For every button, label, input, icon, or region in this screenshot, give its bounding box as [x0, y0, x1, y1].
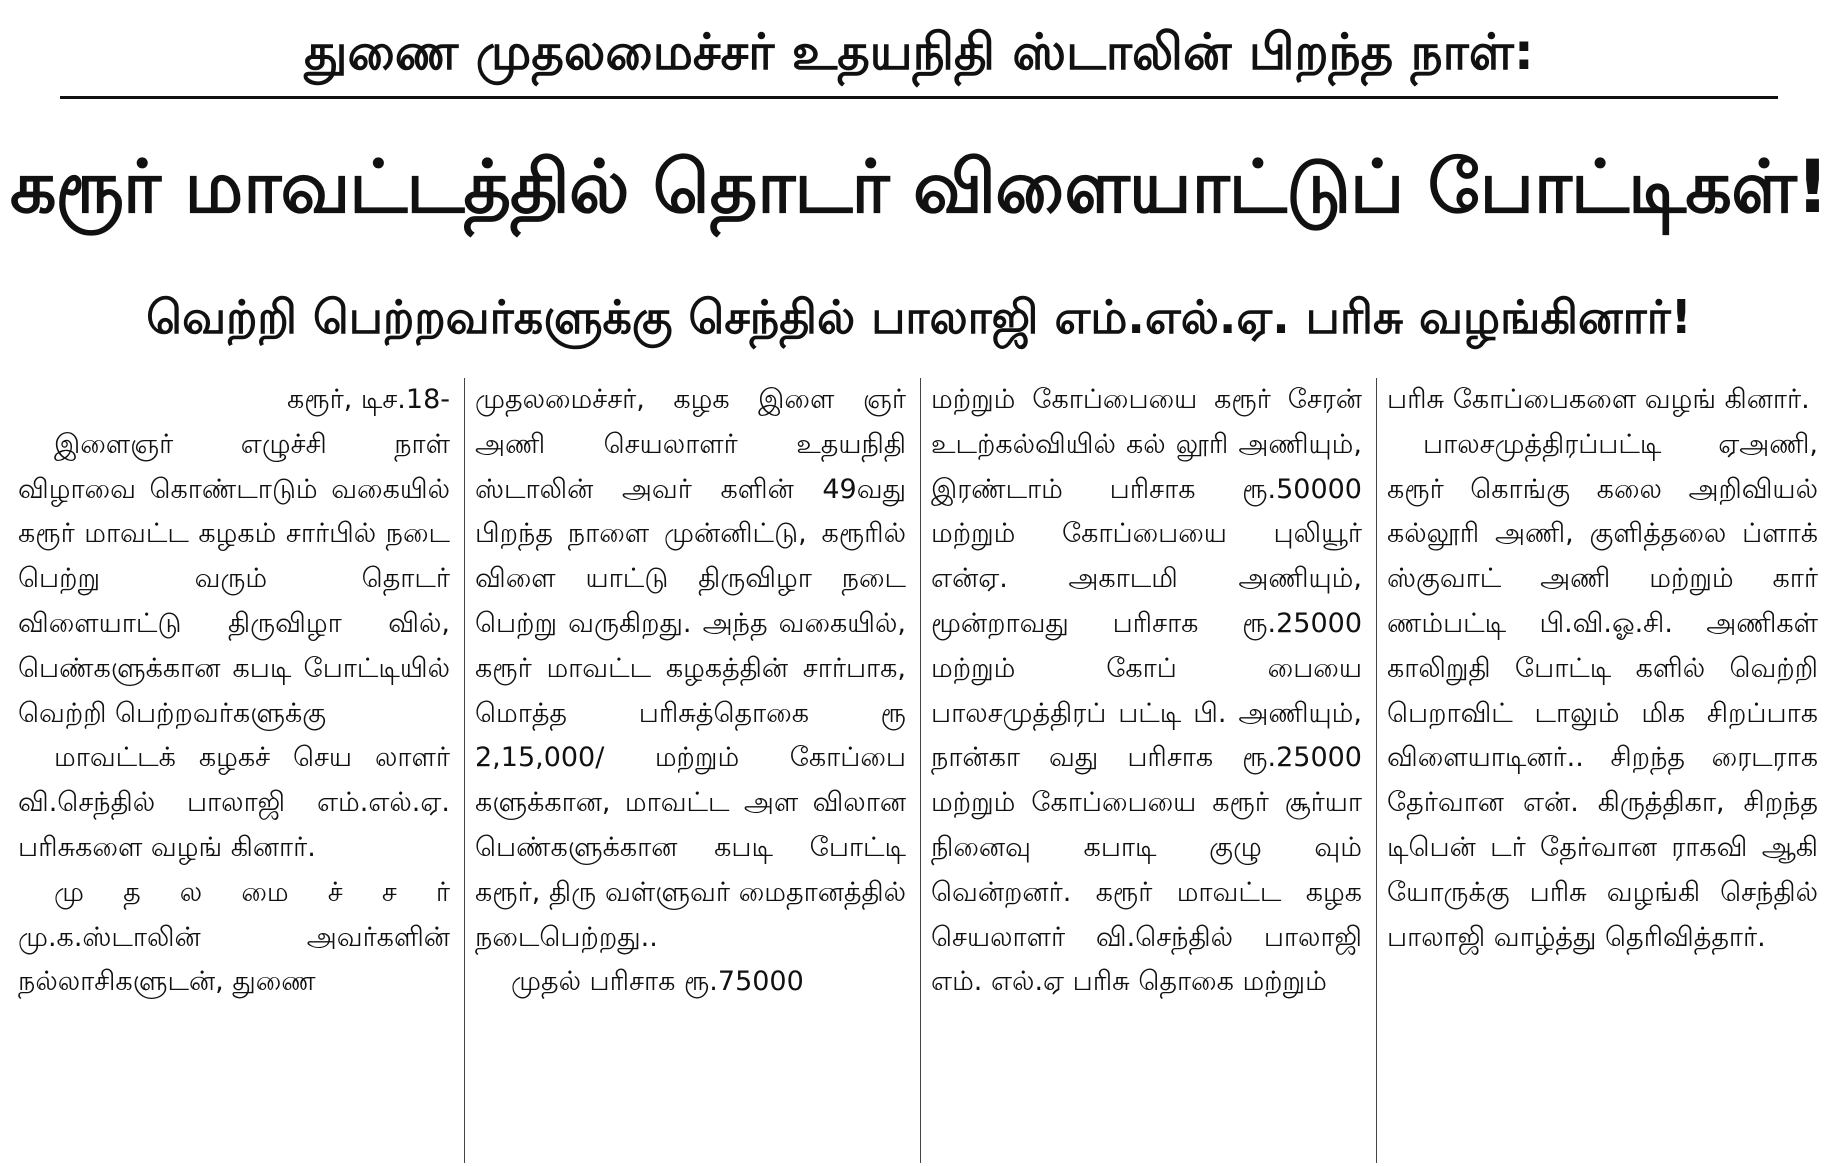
column-4	[1376, 378, 1832, 1163]
kicker-underline	[60, 96, 1778, 99]
kicker-headline: துணை முதலமைச்சர் உதயநிதி ஸ்டாலின் பிறந்த நாள்:	[304, 23, 1534, 81]
paragraph: பரிசு கோப்பைகளை வழங் கினார்.	[1387, 384, 1810, 415]
paragraph: மு த ல மை ச் ச ர் மு.க.ஸ்டாலின் அவர்களின் நல்லாசிகளுடன், துணை	[18, 876, 450, 998]
column-1	[8, 378, 464, 1163]
paragraph: முதல் பரிசாக ரூ.75000	[511, 966, 804, 998]
dateline: கரூர், டிச.18-	[287, 384, 450, 415]
column-2	[464, 378, 920, 1163]
sub-headline: வெற்றி பெற்றவர்களுக்கு செந்தில் பாலாஜி எம்.எல்.ஏ. பரிசு வழங்கினார்!	[146, 290, 1692, 344]
paragraph: மற்றும் கோப்பையை கரூர் சேரன் உடற்கல்வியில் கல் லூரி அணியும், இரண்டாம் பரிசாக ரூ.50000 மற்றும் கோப்பையை புலியூர் என்ஏ. அகாடமி அணியும், மூன்றாவது பரிசாக ரூ.25000 மற்றும் கோப் பையை பாலசமுத்திரப் பட்டி பி. அணியும், நான்கா வது பரிசாக ரூ.25000 மற்றும் கோப்பையை கரூர் சூர்யா நினைவு கபாடி குழு வும் வென்றனர். கரூர் மாவட்ட கழக செயலாளர் வி.செந்தில் பாலாஜி எம். எல்.ஏ பரிசு தொகை மற்றும்	[931, 384, 1362, 998]
paragraph: பாலசமுத்திரப்பட்டி ஏஅணி, கரூர் கொங்கு கலை அறிவியல் கல்லூரி அணி, குளித்தலை ப்ளாக் ஸ்குவாட் அணி மற்றும் கார் ணம்பட்டி பி.வி.ஓ.சி. அணிகள் காலிறுதி போட்டி களில் வெற்றி பெறாவிட் டாலும் மிக சிறப்பாக விளையாடினர்.. சிறந்த ரைடராக தேர்வான என். கிருத்திகா, சிறந்த டிபென் டர் தேர்வான ராகவி ஆகி யோருக்கு பரிசு வழங்கி செந்தில் பாலாஜி வாழ்த்து தெரிவித்தார்.	[1387, 428, 1818, 953]
paragraph: இளைஞர் எழுச்சி நாள் விழாவை கொண்டாடும் வகையில் கரூர் மாவட்ட கழகம் சார்பில் நடை பெற்று வரும் தொடர் விளையாட்டு திருவிழா வில், பெண்களுக்கான கபடி போட்டியில் வெற்றி பெற்றவர்களுக்கு	[18, 428, 450, 729]
paragraph: முதலமைச்சர், கழக இளை ஞர் அணி செயலாளர் உதயநிதி ஸ்டாலின் அவர் களின் 49வது பிறந்த நாளை முன்னிட்டு, கரூரில் விளை யாட்டு திருவிழா நடை பெற்று வருகிறது. அந்த வகையில், கரூர் மாவட்ட கழகத்தின் சார்பாக, மொத்த பரிசுத்தொகை ரூ 2,15,000/ மற்றும் கோப்பை களுக்கான, மாவட்ட அள விலான பெண்களுக்கான கபடி போட்டி கரூர், திரு வள்ளுவர் மைதானத்தில் நடைபெற்றது..	[475, 384, 906, 953]
column-3	[920, 378, 1376, 1163]
main-headline: கரூர் மாவட்டத்தில் தொடர் விளையாட்டுப் போட்டிகள்!	[9, 145, 1829, 230]
article-body	[8, 378, 1832, 1163]
paragraph: மாவட்டக் கழகச் செய லாளர் வி.செந்தில் பாலாஜி எம்.எல்.ஏ. பரிசுகளை வழங் கினார்.	[18, 742, 450, 863]
